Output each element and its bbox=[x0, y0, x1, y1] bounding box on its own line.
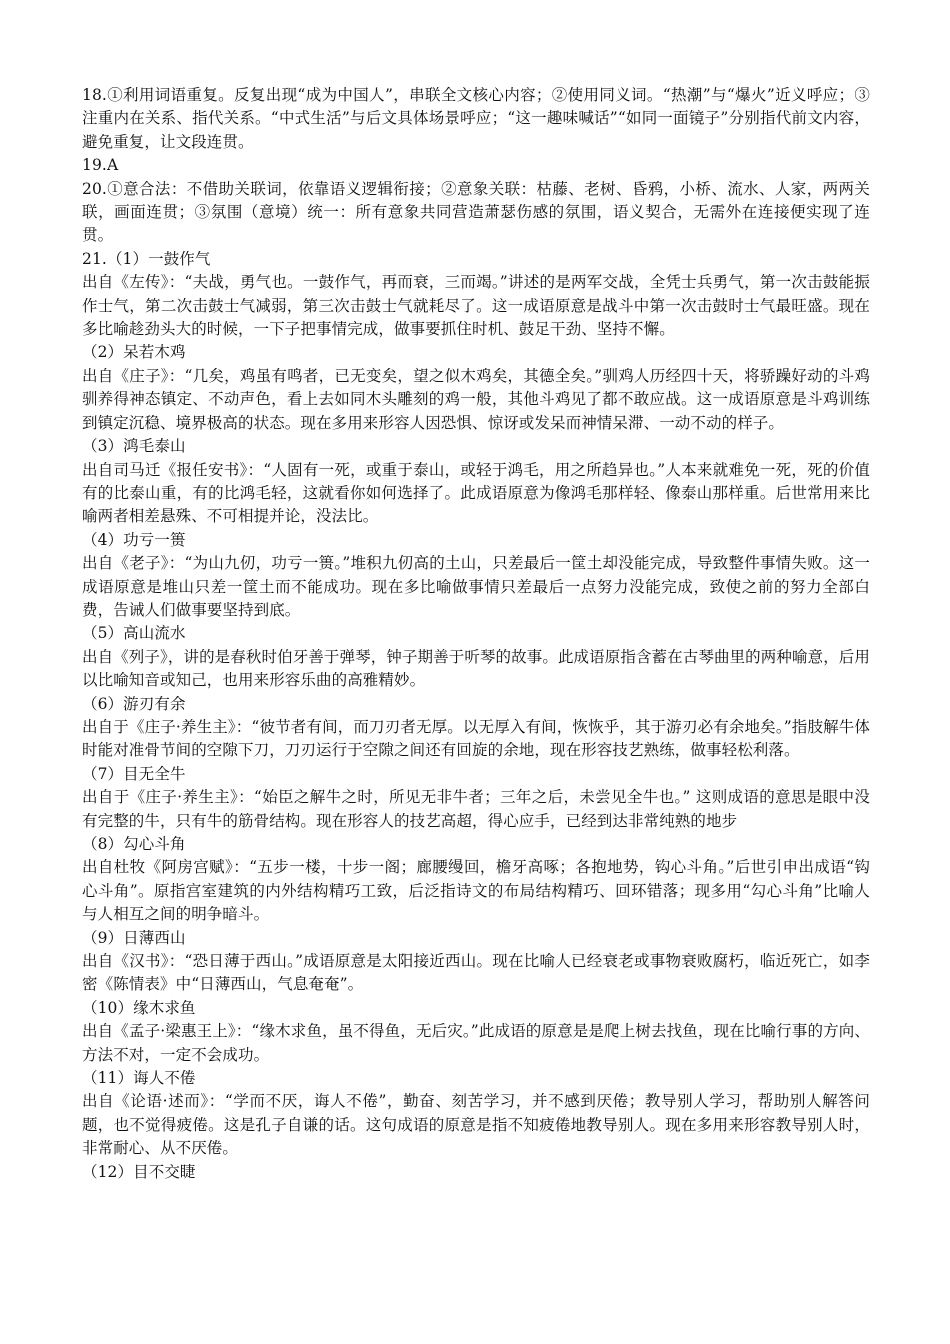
answer-18: 18.①利用词语重复。反复出现“成为中国人”，串联全文核心内容；②使用同义词。“热潮”与“爆火”近义呼应；③注重内在关系、指代关系。“中式生活”与后文具体场景呼应；“这一趣味喊话”“如同一面镜子”分别指代前文内容，避免重复，让文段连贯。 bbox=[82, 86, 870, 151]
idiom-7-text: 出自于《庄子·养生主》：“始臣之解牛之时，所见无非牛者；三年之后，未尝见全牛也。” 这则成语的意思是眼中没有完整的牛，只有牛的筋骨结构。现在形容人的技艺高超，得心应手，已经到达非常纯熟的地步 bbox=[82, 788, 870, 830]
idiom-5-title: （5）高山流水 bbox=[82, 624, 186, 643]
idiom-2-title: （2）呆若木鸡 bbox=[82, 343, 186, 362]
idiom-3-title: （3）鸿毛泰山 bbox=[82, 437, 186, 456]
idiom-9-text: 出自《汉书》：“恐日薄于西山。”成语原意是太阳接近西山。现在比喻人已经衰老或事物衰败腐朽，临近死亡，如李密《陈情表》中“日薄西山，气息奄奄”。 bbox=[82, 952, 870, 994]
idiom-10-text: 出自《孟子·梁惠王上》：“缘木求鱼，虽不得鱼，无后灾。”此成语的原意是是爬上树去找鱼，现在比喻行事的方向、方法不对，一定不会成功。 bbox=[82, 1022, 870, 1064]
answer-19: 19.A bbox=[82, 156, 119, 175]
idiom-5-text: 出自《列子》，讲的是春秋时伯牙善于弹琴，钟子期善于听琴的故事。此成语原指含蓄在古琴曲里的两种喻意，后用以比喻知音或知己，也用来形容乐曲的高雅精妙。 bbox=[82, 647, 870, 690]
idiom-6-text: 出自于《庄子·养生主》：“彼节者有间，而刀刃者无厚。以无厚入有间，恢恢乎，其于游刃必有余地矣。”指肢解牛体时能对准骨节间的空隙下刀，刀刃运行于空隙之间还有回旋的余地，现在形容技艺熟练，做事轻松利落。 bbox=[82, 717, 870, 760]
answer-21-heading: 21.（1）一鼓作气 bbox=[82, 249, 211, 268]
idiom-8-title: （8）勾心斗角 bbox=[82, 835, 186, 853]
idiom-12-title: （12）目不交睫 bbox=[82, 1162, 196, 1181]
idiom-3-text: 出自司马迁《报任安书》：“人固有一死，或重于泰山，或轻于鸿毛，用之所趋异也。”人本来就难免一死，死的价值有的比泰山重，有的比鸿毛轻，这就看你如何选择了。此成语原意为像鸿毛那样轻、像泰山那样重。后世常用来比喻两者相差悬殊、不可相提并论，没法比。 bbox=[82, 460, 870, 526]
answer-document bbox=[82, 84, 870, 1184]
idiom-11-text: 出自《论语·述而》：“学而不厌，诲人不倦”，勤奋、刻苦学习，并不感到厌倦；教导别人学习，帮助别人解答问题，也不觉得疲倦。这是孔子自谦的话。这句成语的原意是指不知疲倦地教导别人。现在多用来形容教导别人时，非常耐心、从不厌倦。 bbox=[82, 1092, 870, 1158]
idiom-7-title: （7）目无全牛 bbox=[82, 764, 186, 783]
idiom-6-title: （6）游刃有余 bbox=[82, 694, 186, 713]
answer-20: 20.①意合法：不借助关联词，依靠语义逻辑衔接；②意象关联：枯藤、老树、昏鸦，小桥、流水、人家，两两关联，画面连贯；③氛围（意境）统一：所有意象共同营造萧瑟伤感的氛围，语义契合，无需外在连接便实现了连贯。 bbox=[82, 179, 870, 245]
idiom-4-text: 出自《老子》：“为山九仞，功亏一篑。”堆积九仞高的土山，只差最后一筐土却没能完成，导致整件事情失败。这一成语原意是堆山只差一筐土而不能成功。现在多比喻做事情只差最后一点努力没能完成，致使之前的努力全部白费，告诫人们做事要坚持到底。 bbox=[82, 554, 870, 619]
idiom-1-text: 出自《左传》：“夫战，勇气也。一鼓作气，再而衰，三而竭。”讲述的是两军交战，全凭士兵勇气，第一次击鼓能振作士气，第二次击鼓士气减弱，第三次击鼓士气就耗尽了。这一成语原意是战斗中第一次击鼓时士气最旺盛。现在多比喻趁劲头大的时候，一下子把事情完成，做事要抓住时机、鼓足干劲、坚持不懈。 bbox=[82, 273, 870, 339]
idiom-10-title: （10）缘木求鱼 bbox=[82, 998, 196, 1017]
idiom-11-title: （11）诲人不倦 bbox=[82, 1069, 196, 1088]
idiom-9-title: （9）日薄西山 bbox=[82, 928, 186, 947]
idiom-8-text: 出自杜牧《阿房宫赋》：“五步一楼，十步一阁；廊腰缦回，檐牙高啄；各抱地势，钩心斗角。”后世引申出成语“钩心斗角”。原指宫室建筑的内外结构精巧工致，后泛指诗文的布局结构精巧、回环错落；现多用“勾心斗角”比喻人与人相互之间的明争暗斗。 bbox=[82, 858, 870, 924]
idiom-2-text: 出自《庄子》：“几矣，鸡虽有鸣者，已无变矣，望之似木鸡矣，其德全矣。”驯鸡人历经四十天，将骄躁好动的斗鸡驯养得神态镇定、不动声色，看上去如同木头雕刻的鸡一般，其他斗鸡见了都不敢应战。这一成语原意是斗鸡训练到镇定沉稳、境界极高的状态。现在多用来形容人因恐惧、惊讶或发呆而神情呆滞、一动不动的样子。 bbox=[82, 366, 870, 432]
idiom-4-title: （4）功亏一篑 bbox=[82, 530, 186, 549]
